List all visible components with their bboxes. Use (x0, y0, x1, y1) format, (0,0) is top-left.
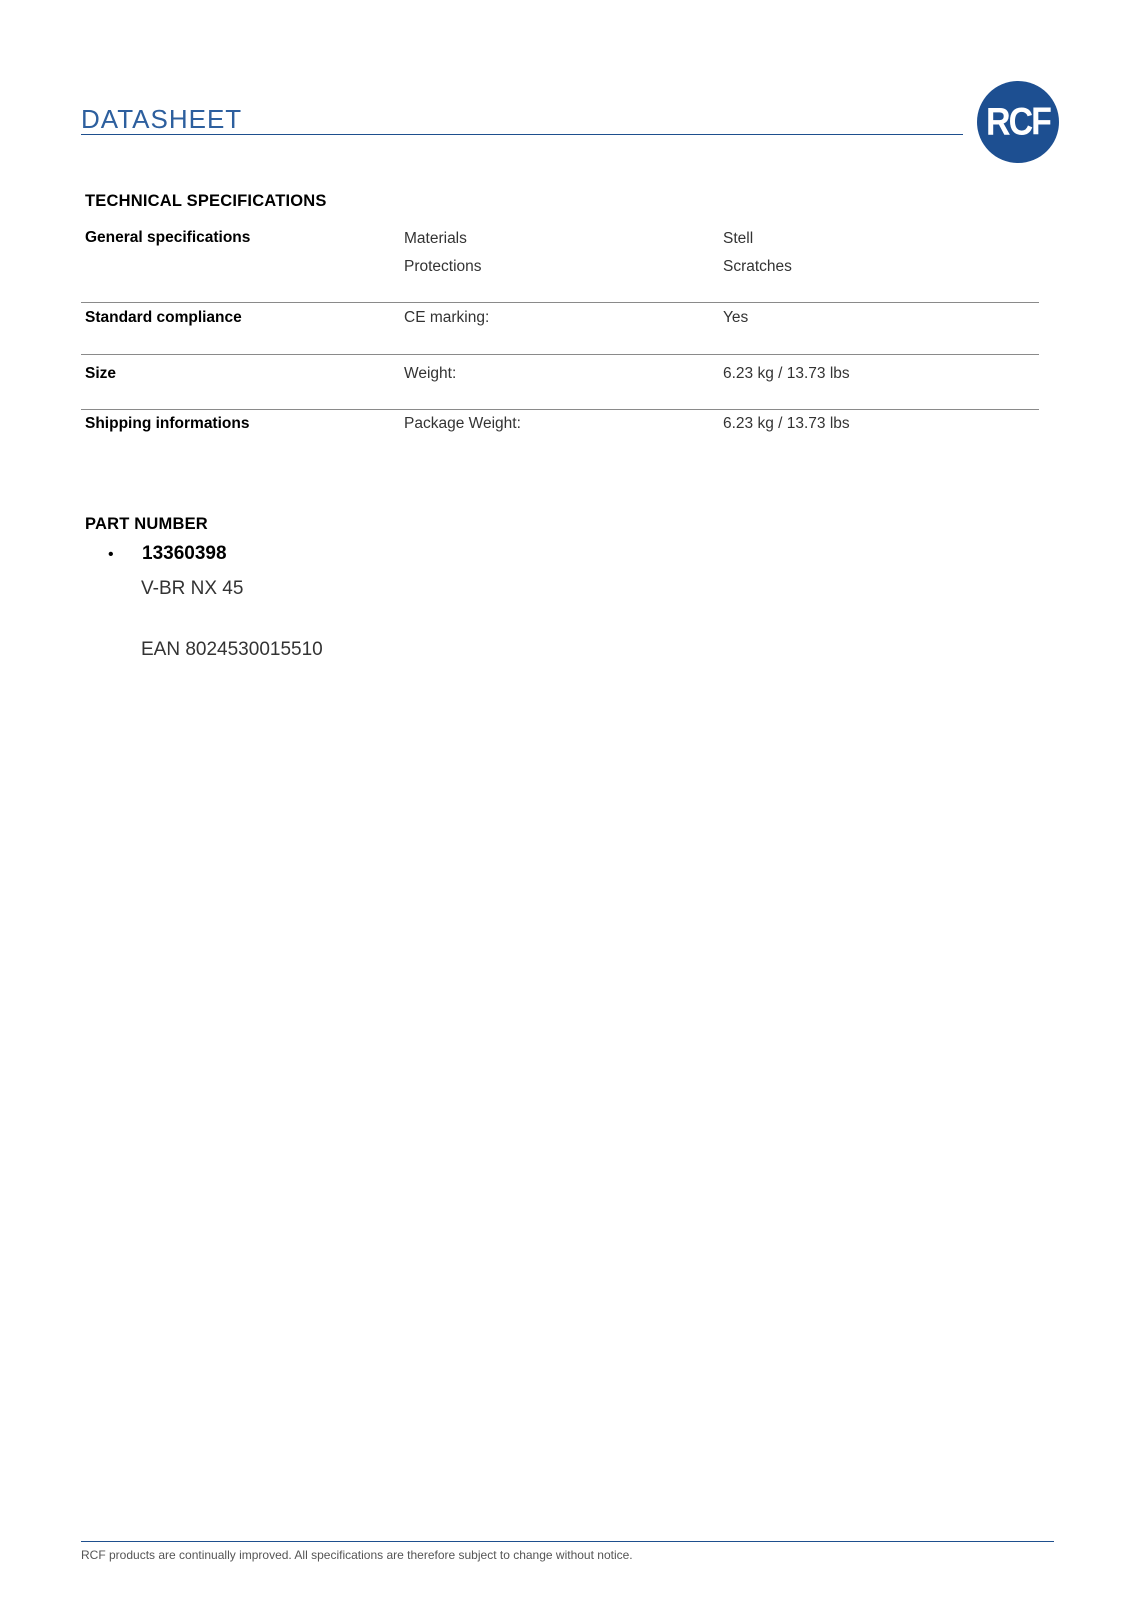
datasheet-title: DATASHEET (81, 104, 243, 134)
spec-property: CE marking: (404, 309, 490, 326)
spec-row-size (81, 354, 1039, 409)
spec-row-general (81, 223, 1039, 302)
spec-value: 6.23 kg / 13.73 lbs (723, 415, 850, 432)
header-divider (81, 134, 963, 135)
spec-value: Scratches (723, 258, 792, 275)
spec-row-shipping (81, 409, 1039, 450)
bullet-point: • (108, 546, 114, 563)
footer-divider (81, 1541, 1054, 1542)
spec-property: Protections (404, 258, 482, 275)
spec-row-label: Standard compliance (85, 309, 242, 326)
spec-row-standard-compliance (81, 302, 1039, 354)
spec-row-label: Size (85, 365, 117, 382)
model-name: V-BR NX 45 (141, 578, 244, 599)
rcf-logo-text: RCF (986, 99, 1050, 144)
rcf-logo (977, 81, 1059, 163)
spec-value: Yes (723, 309, 749, 326)
ean-code: EAN 8024530015510 (141, 639, 323, 660)
spec-row-label: General specifications (85, 229, 251, 246)
part-number: 13360398 (142, 543, 227, 564)
spec-row-label: Shipping informations (85, 415, 250, 432)
spec-property: Package Weight: (404, 415, 521, 432)
spec-property: Materials (404, 230, 467, 247)
spec-value-cell (723, 229, 792, 285)
spec-property: Weight: (404, 365, 457, 382)
spec-value: 6.23 kg / 13.73 lbs (723, 365, 850, 382)
spec-property-cell (404, 229, 482, 285)
footer-disclaimer: RCF products are continually improved. All specifications are therefore subject to change without notice. (81, 1548, 633, 1562)
spec-table (81, 223, 1039, 450)
part-number-heading: PART NUMBER (85, 515, 208, 533)
spec-value: Stell (723, 230, 754, 247)
technical-specifications-heading: TECHNICAL SPECIFICATIONS (85, 192, 327, 210)
